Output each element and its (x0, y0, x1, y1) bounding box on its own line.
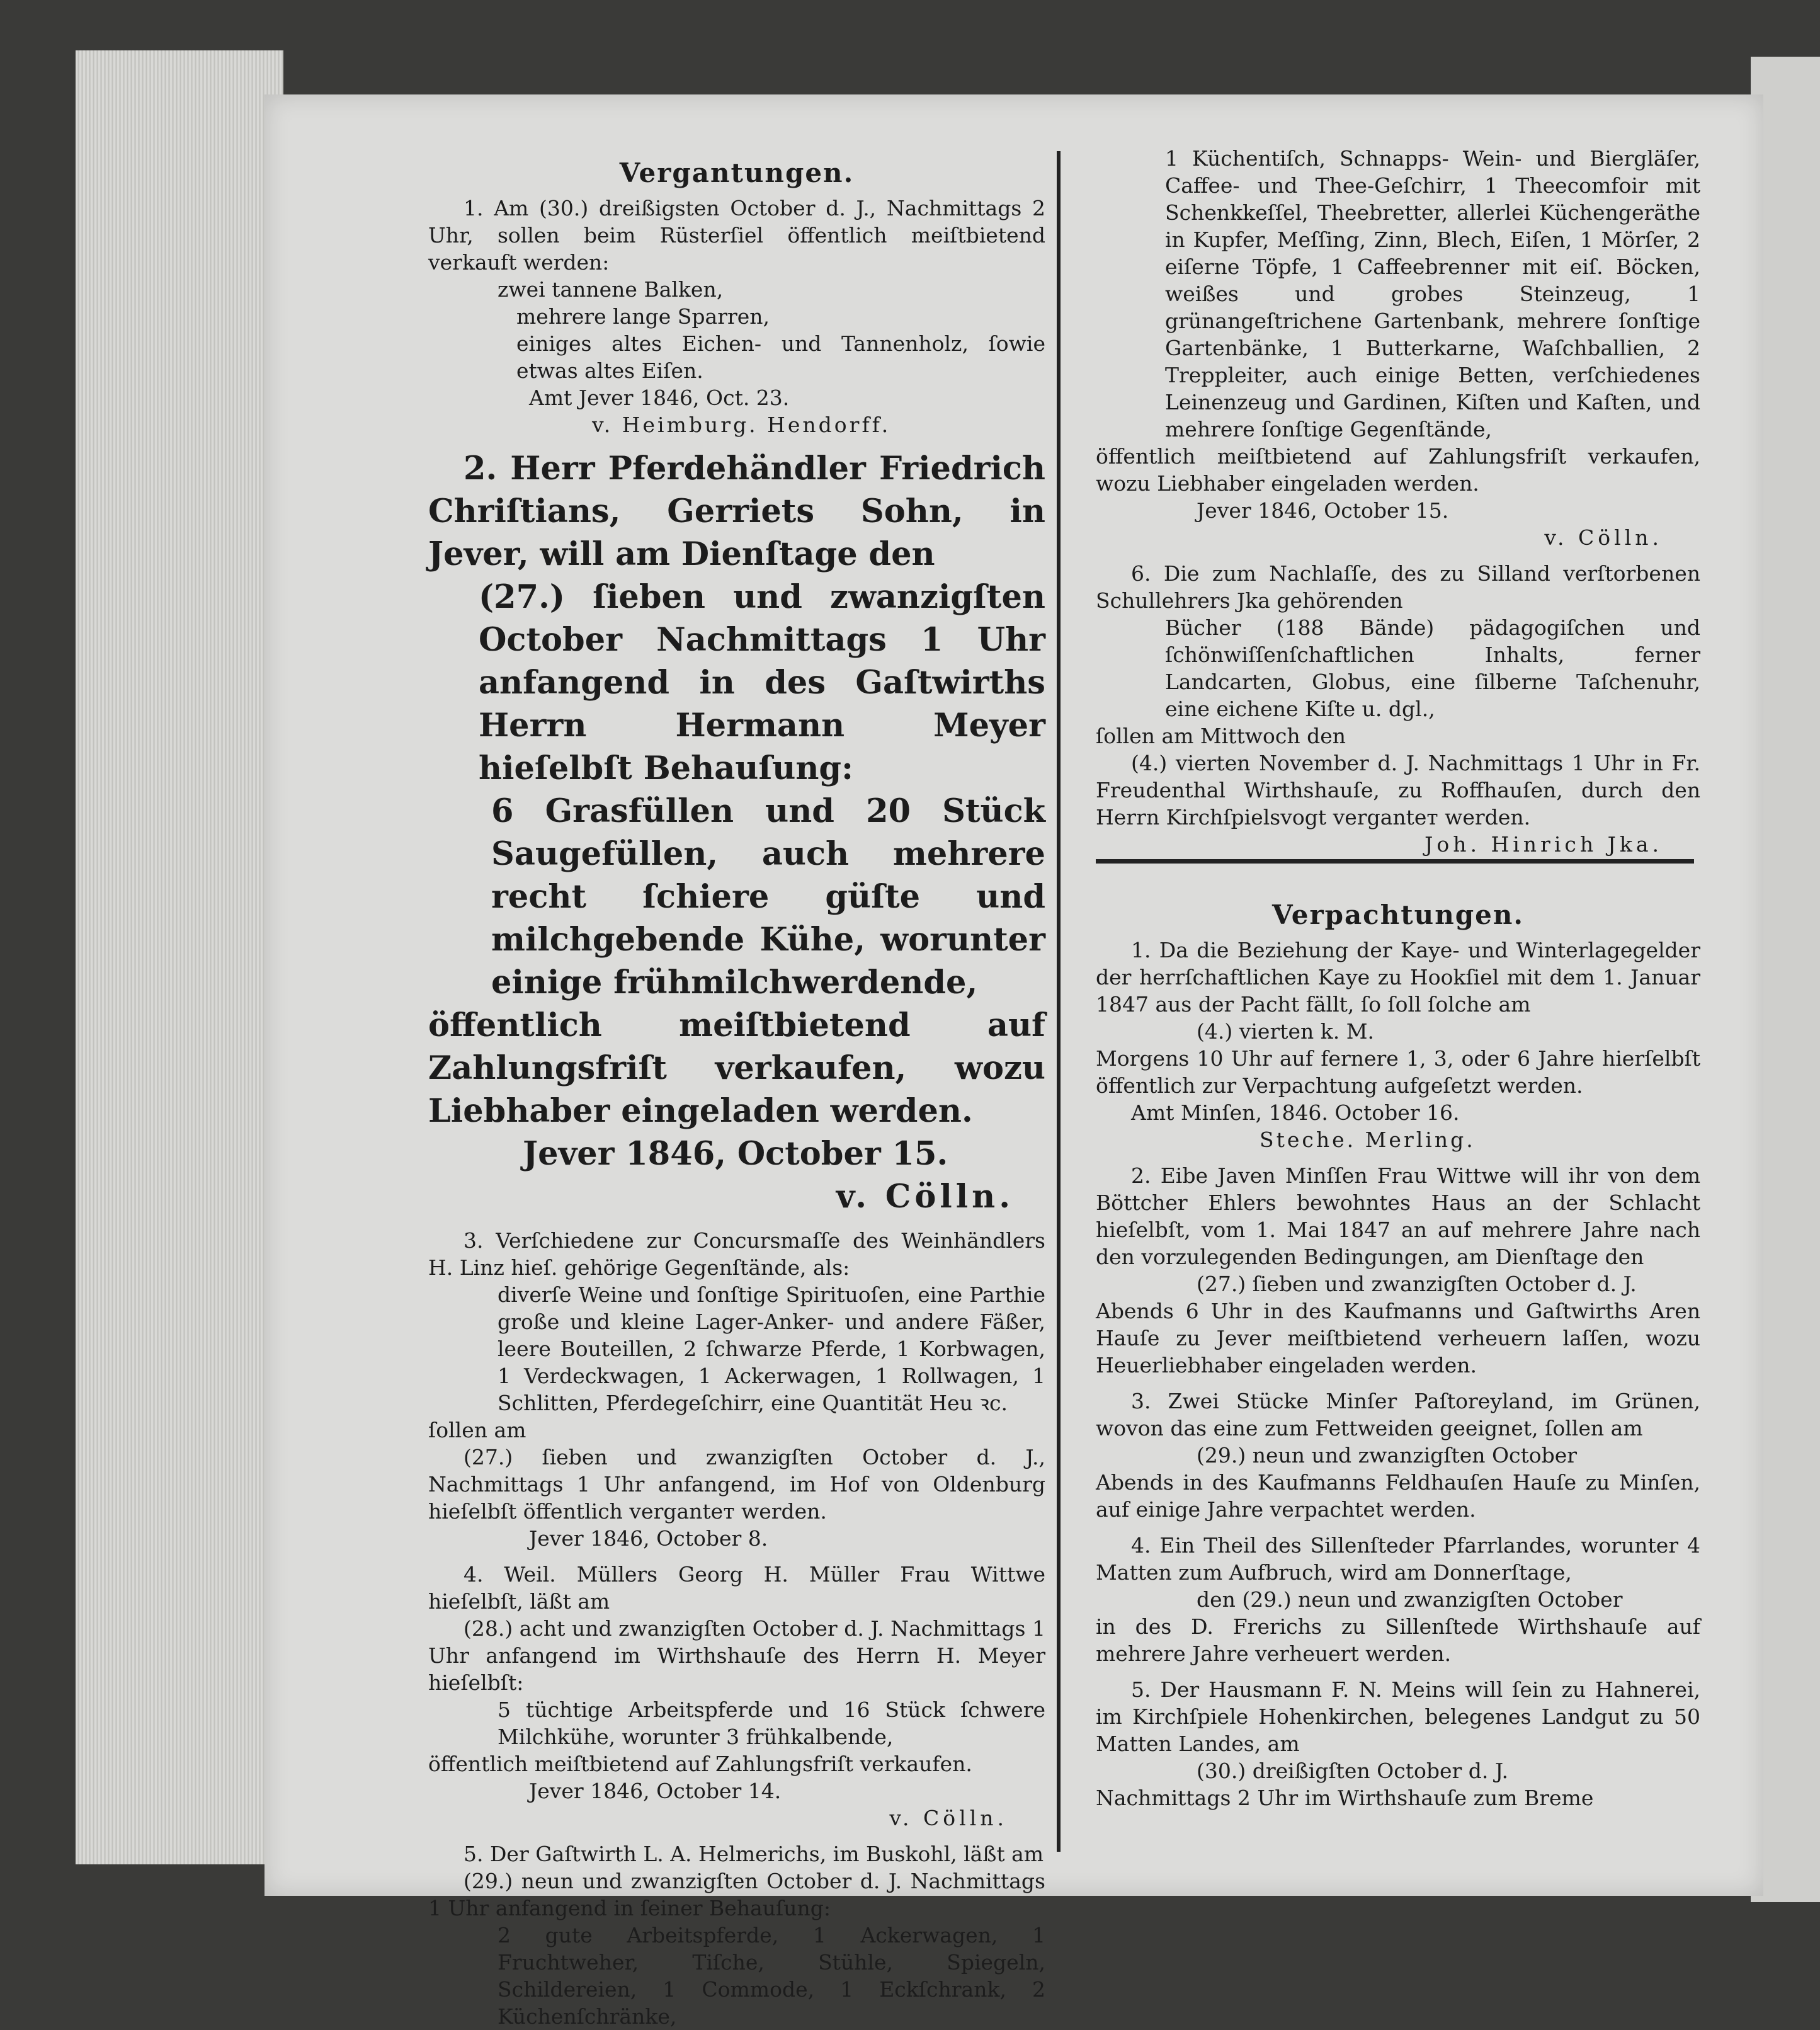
lease-1-text: 1. Da die Beziehung der Kaye- und Winterlagegelder der herrſchaftlichen Kaye zu Hookſiel mit dem 1. Januar 1847 aus der Pacht fällt, ſo ſoll ſolche am (1096, 938, 1700, 1017)
notice-6-text: 6. Die zum Nachlaſſe, des zu Silland verſtorbenen Schullehrers Jka gehörenden (1096, 561, 1700, 613)
lease-3-day: (29.) neun und zwanzigſten October (1197, 1443, 1578, 1468)
lease-2-text: 2. Eibe Javen Minſſen Frau Wittwe will ihr von dem Böttcher Ehlers bewohntes Haus an der Schlacht hieſelbſt, vom 1. Mai 1847 an auf mehrere Jahre nach den vorzulegenden Bedingungen, am Dienſtage den (1096, 1163, 1700, 1269)
lease-1-date: Amt Minſen, 1846. October 16. (1131, 1100, 1460, 1125)
notice-2-rest: öffentlich meiſtbietend auf Zahlungsfriſt verkaufen, wozu Liebhaber eingeladen werden. (428, 1006, 1045, 1130)
notice-5-items-continued: 1 Küchentiſch, Schnapps- Wein- und Biergläſer, Caffee- und Thee-Geſchirr, 1 Theecomfoir mit Schenkkeſſel, Theebretter, allerlei Küchengeräthe in Kupfer, Meſſing, Zinn, Blech, Eiſen, 1 Mörſer, 2 eiſerne Töpfe, 1 Caffeebrenner mit eiſ. Böcken, weißes und grobes Steinzeug, 1 grünangeſtrichene Gartenbank, mehrere ſonſtige Gartenbänke, 1 Butterkarne, Waſchballien, 2 Treppleiter, auch einige Betten, verſchiedenes Leinenzeug und Gardinen, Kiſten und Kaſten, und mehrere ſonſtige Gegenſtände, (1165, 146, 1700, 442)
lease-5-text: 5. Der Hausmann F. N. Meins will ſein zu Hahnerei, im Kirchſpiele Hohenkirchen, belegenes Landgut zu 50 Matten Landes, am (1096, 1677, 1700, 1756)
notice-5-rest: öffentlich meiſtbietend auf Zahlungsfriſt verkaufen, wozu Liebhaber eingeladen werden. (1096, 444, 1700, 496)
notice-4-rest: öffentlich meiſtbietend auf Zahlungsfriſt verkaufen. (428, 1752, 972, 1776)
notice-2 (428, 447, 1045, 1218)
notice-1-item: einiges altes Eichen- und Tannenholz, ſowie etwas altes Eiſen. (516, 331, 1045, 383)
notice-3-sollen: ſollen am (428, 1418, 526, 1442)
lease-4-rest: in des D. Frerichs zu Sillenſtede Wirthshauſe auf mehrere Jahre verheuert werden. (1096, 1614, 1700, 1666)
notice-4-signature: v. Cölln. (889, 1806, 1008, 1830)
lease-5-rest: Nachmittags 2 Uhr im Wirthshauſe zum Breme (1096, 1786, 1594, 1810)
notice-6-items: Bücher (188 Bände) pädagogiſchen und ſchönwiſſenſchaftlichen Inhalts, ferner Landcarten, Globus, eine ſilberne Taſchenuhr, eine eichene Kiſte u. dgl., (1165, 615, 1700, 721)
section-heading-vergantungen: Vergantungen. (619, 157, 855, 188)
notice-1-signature: v. Heimburg. Hendorff. (592, 413, 891, 437)
notice-4-text: 4. Weil. Müllers Georg H. Müller Frau Wittwe hieſelbſt, läßt am (428, 1562, 1045, 1614)
lease-2-rest: Abends 6 Uhr in des Kaufmanns und Gaſtwirths Aren Hauſe zu Jever meiſtbietend verheuern laſſen, wozu Heuerliebhaber eingeladen werden. (1096, 1299, 1700, 1377)
notice-1-item: zwei tannene Balken, (498, 277, 724, 302)
book-page-edges (76, 50, 283, 1864)
left-column (428, 157, 1045, 2030)
lease-4-day: den (29.) neun und zwanzigſten October (1197, 1587, 1623, 1612)
right-column (1096, 145, 1700, 1811)
notice-4-items: 5 tüchtige Arbeitspferde und 16 Stück ſchwere Milchkühe, worunter 3 frühkalbende, (498, 1697, 1045, 1749)
notice-3-date: Jever 1846, October 8. (529, 1526, 768, 1551)
lease-1-signature: Steche. Merling. (1260, 1127, 1476, 1152)
notice-2-lead: 2. Herr Pferdehändler Friedrich Chriſtians, Gerriets Sohn, in Jever, will am Dienſtage den (428, 450, 1045, 573)
notice-5-items: 2 gute Arbeitspferde, 1 Ackerwagen, 1 Fruchtweher, Tiſche, Stühle, Spiegeln, Schildereien, 1 Commode, 1 Eckſchrank, 2 Küchenſchränke, (498, 1923, 1045, 2029)
notice-1-item: mehrere lange Sparren, (516, 304, 770, 329)
notice-6-day: (4.) vierten November d. J. Nachmittags 1 Uhr in Fr. Freudenthal Wirthshauſe, zu Roffhauſen, durch den Herrn Kirchſpielsvogt verganteт werden. (1096, 751, 1700, 830)
page (264, 94, 1763, 2029)
notice-5-text: 5. Der Gaſtwirth L. A. Helmerichs, im Buskohl, läßt am (464, 1842, 1044, 1866)
lease-1-rest: Morgens 10 Uhr auf fernere 1, 3, oder 6 Jahre hierſelbſt öffentlich zur Verpachtung aufgeſetzt werden. (1096, 1046, 1700, 1098)
notice-2-date: Jever 1846, October 15. (523, 1135, 948, 1173)
lease-1-day: (4.) vierten k. M. (1197, 1019, 1375, 1044)
notice-3-items: diverſe Weine und ſonſtige Spirituoſen, eine Parthie große und kleine Lager-Anker- und andere Fäßer, leere Bouteillen, 2 ſchwarze Pferde, 1 Korbwagen, 1 Verdeckwagen, 1 Ackerwagen, 1 Rollwagen, 1 Schlitten, Pferdegeſchirr, eine Quantität Heu ꝛc. (498, 1282, 1045, 1415)
notice-4-day: (28.) acht und zwanzigſten October d. J. Nachmittags 1 Uhr anfangend im Wirthshauſe des Herrn H. Meyer hieſelbſt: (428, 1616, 1045, 1695)
section-heading-verpachtungen: Verpachtungen. (1272, 899, 1524, 930)
column-divider (1057, 151, 1061, 1852)
notice-2-day: (27.) ſieben und zwanzigſten October Nachmittags 1 Uhr anfangend in des Gaſtwirths Herrn Hermann Meyer hieſelbſt Behauſung: (479, 578, 1045, 787)
lease-2-day: (27.) ſieben und zwanzigſten October d. J. (1197, 1272, 1637, 1296)
lease-5-day: (30.) dreißigſten October d. J. (1197, 1759, 1509, 1783)
lease-3-text: 3. Zwei Stücke Minſer Paſtoreyland, im Grünen, wovon das eine zum Fettweiden geeignet, ſollen am (1096, 1389, 1700, 1440)
notice-5-date: Jever 1846, October 15. (1197, 498, 1449, 523)
lease-3-rest: Abends in des Kaufmanns Feldhauſen Hauſe zu Minſen, auf einige Jahre verpachtet werden. (1096, 1470, 1700, 1522)
notice-3-text: 3. Verſchiedene zur Concursmaſſe des Weinhändlers H. Linz hieſ. gehörige Gegenſtände, als: (428, 1228, 1045, 1280)
notice-5-day: (29.) neun und zwanzigſten October d. J. Nachmittags 1 Uhr anfangend in ſeiner Behauſung: (428, 1869, 1045, 1920)
notice-2-list: 6 Grasfüllen und 20 Stück Saugefüllen, auch mehrere recht ſchiere güſte und milchgebende Kühe, worunter einige frühmilchwerdende, (491, 792, 1045, 1001)
notice-6-sollen: ſollen am Mittwoch den (1096, 724, 1346, 748)
notice-4-date: Jever 1846, October 14. (529, 1779, 782, 1803)
notice-3-day: (27.) ſieben und zwanzigſten October d. J., Nachmittags 1 Uhr anfangend, im Hof von Oldenburg hieſelbſt öffentlich verganteт werden. (428, 1445, 1045, 1524)
notice-1-text: 1. Am (30.) dreißigsten October d. J., Nachmittags 2 Uhr, sollen beim Rüsterſiel öffentlich meiſtbietend verkauft werden: (428, 196, 1045, 275)
notice-2-signature: v. Cölln. (836, 1178, 1014, 1216)
lease-4-text: 4. Ein Theil des Sillenſteder Pfarrlandes, worunter 4 Matten zum Aufbruch, wird am Donnerſtage, (1096, 1533, 1700, 1585)
notice-6-signature: Joh. Hinrich Jka. (1425, 832, 1663, 857)
notice-1-date: Amt Jever 1846, Oct. 23. (529, 385, 790, 410)
notice-5-signature: v. Cölln. (1544, 525, 1663, 550)
